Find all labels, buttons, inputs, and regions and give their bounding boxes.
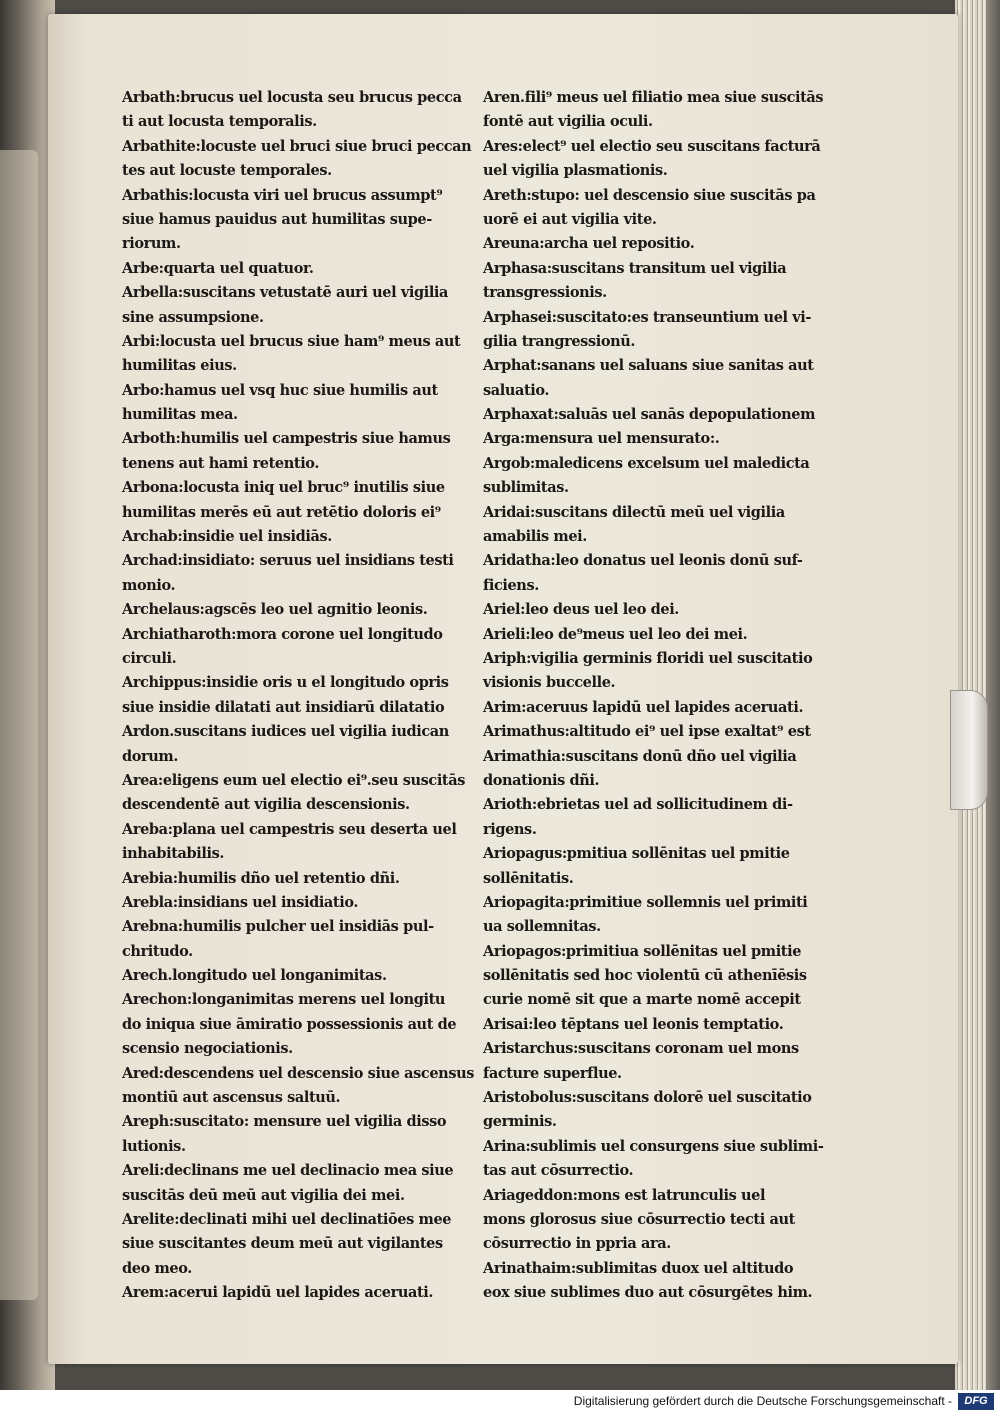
page-clip <box>950 690 988 810</box>
text-line: Aridatha:leo donatus uel leonis donū suf- <box>483 552 803 570</box>
text-line: Arebna:humilis pulcher uel insidiās pul- <box>122 918 434 936</box>
text-line: siue hamus pauidus aut humilitas supe- <box>122 210 432 228</box>
text-line: Arphasa:suscitans transitum uel vigilia <box>483 259 787 277</box>
text-line: donationis dñi. <box>483 771 600 789</box>
text-line: ua sollemnitas. <box>483 918 601 936</box>
text-line: Arbathite:locuste uel bruci siue bruci peccan <box>122 137 472 155</box>
text-line: gilia trangressionū. <box>483 332 636 350</box>
text-line: scensio negociationis. <box>122 1040 293 1058</box>
text-line: rigens. <box>483 820 537 838</box>
text-line: monio. <box>122 576 176 594</box>
funding-credit: Digitalisierung gefördert durch die Deutsche Forschungsgemeinschaft - <box>573 1394 952 1408</box>
text-line: Arebia:humilis dño uel retentio dñi. <box>122 869 400 887</box>
text-line: Areph:suscitato: mensure uel vigilia disso <box>122 1113 447 1131</box>
text-line: Aridai:suscitans dilectū meū uel vigilia <box>483 503 785 521</box>
text-line: inhabitabilis. <box>122 845 225 863</box>
text-line: cōsurrectio in ppria ara. <box>483 1235 671 1253</box>
text-line: Arieli:leo de⁹meus uel leo dei mei. <box>483 625 748 643</box>
text-line: lutionis. <box>122 1137 186 1155</box>
text-line: amabilis mei. <box>483 528 587 546</box>
text-line: chritudo. <box>122 942 193 960</box>
text-line: Ariopagos:primitiua sollēnitas uel pmitie <box>483 942 802 960</box>
text-line: Arbe:quarta uel quatuor. <box>122 259 314 277</box>
text-line: ti aut locusta temporalis. <box>122 113 317 131</box>
dfg-logo: DFG <box>958 1393 994 1410</box>
text-line: Areli:declinans me uel declinacio mea siue <box>122 1162 454 1180</box>
text-line: Arimathus:altitudo ei⁹ uel ipse exaltat⁹ est <box>483 723 811 741</box>
text-line: Arim:aceruus lapidū uel lapides aceruati. <box>483 698 804 716</box>
text-line: germinis. <box>483 1113 557 1131</box>
text-line: dorum. <box>122 747 178 765</box>
text-line: siue suscitantes deum meū aut vigilantes <box>122 1235 443 1253</box>
text-line: do iniqua siue āmiratio possessionis aut de <box>122 1015 457 1033</box>
text-line: riorum. <box>122 235 181 253</box>
right-text-column <box>483 86 843 1306</box>
text-line: Areth:stupo: uel descensio siue suscitās pa <box>483 186 816 204</box>
text-line: uel vigilia plasmationis. <box>483 162 668 180</box>
text-line: Arebla:insidians uel insidiatio. <box>122 893 358 911</box>
text-line: humilitas mea. <box>122 406 238 424</box>
text-line: Arboth:humilis uel campestris siue hamus <box>122 430 451 448</box>
text-line: Arioth:ebrietas uel ad sollicitudinem di- <box>483 796 793 814</box>
text-line: fontē aut vigilia oculi. <box>483 113 653 131</box>
text-line: Area:eligens eum uel electio ei⁹.seu suscitās <box>122 771 465 789</box>
text-line: tenens aut hami retentio. <box>122 454 319 472</box>
text-line: siue insidie dilatati aut insidiarū dilatatio <box>122 698 445 716</box>
facing-page-edge <box>0 150 38 1300</box>
text-line: Argob:maledicens excelsum uel maledicta <box>483 454 810 472</box>
left-text-column <box>122 86 478 1306</box>
text-line: eox siue sublimes duo aut cōsurgētes him. <box>483 1284 813 1302</box>
text-line: transgressionis. <box>483 284 607 302</box>
text-line: montiū aut ascensus saltuū. <box>122 1089 341 1107</box>
text-line: uorē ei aut vigilia vite. <box>483 210 657 228</box>
text-line: visionis buccelle. <box>483 674 616 692</box>
text-line: descendentē aut vigilia descensionis. <box>122 796 410 814</box>
text-line: Ares:elect⁹ uel electio seu suscitans facturā <box>483 137 821 155</box>
text-line: Arbona:locusta iniq uel bruc⁹ inutilis siue <box>122 479 445 497</box>
text-line: Arbathis:locusta viri uel brucus assumpt⁹ <box>122 186 443 204</box>
book-page <box>48 14 958 1364</box>
text-line: Ariel:leo deus uel leo dei. <box>483 601 679 619</box>
text-line: Arbella:suscitans vetustatē auri uel vigilia <box>122 284 449 302</box>
text-line: deo meo. <box>122 1259 192 1277</box>
text-line: Arga:mensura uel mensurato:. <box>483 430 720 448</box>
text-line: mons glorosus siue cōsurrectio tecti aut <box>483 1210 795 1228</box>
text-line: saluatio. <box>483 381 550 399</box>
text-line: Arimathia:suscitans donū dño uel vigilia <box>483 747 797 765</box>
text-line: Areuna:archa uel repositio. <box>483 235 695 253</box>
text-line: Aristarchus:suscitans coronam uel mons <box>483 1040 799 1058</box>
text-line: Archad:insidiato: seruus uel insidians testi <box>122 552 454 570</box>
text-line: Arelite:declinati mihi uel declinatiōes mee <box>122 1210 452 1228</box>
text-line: Aristobolus:suscitans dolorē uel suscitatio <box>483 1089 812 1107</box>
text-line: Arinathaim:sublimitas duox uel altitudo <box>483 1259 794 1277</box>
text-line: Ared:descendens uel descensio siue ascensus <box>122 1064 474 1082</box>
text-line: Arbo:hamus uel vsq huc siue humilis aut <box>122 381 438 399</box>
text-line: Arisai:leo tēptans uel leonis temptatio. <box>483 1015 784 1033</box>
text-line: Archelaus:agscēs leo uel agnitio leonis. <box>122 601 428 619</box>
text-line: circuli. <box>122 649 177 667</box>
text-line: Arech.longitudo uel longanimitas. <box>122 967 387 985</box>
text-line: sine assumpsione. <box>122 308 264 326</box>
text-line: Arina:sublimis uel consurgens siue sublimi- <box>483 1137 824 1155</box>
text-line: curie nomē sit que a marte nomē accepit <box>483 991 801 1009</box>
text-line: Archippus:insidie oris u el longitudo opris <box>122 674 449 692</box>
text-line: Arem:acerui lapidū uel lapides aceruati. <box>122 1284 434 1302</box>
text-line: tes aut locuste temporales. <box>122 162 332 180</box>
text-line: Ariph:vigilia germinis floridi uel suscitatio <box>483 649 813 667</box>
text-line: Ariageddon:mons est latrunculis uel <box>483 1186 766 1204</box>
text-line: Areba:plana uel campestris seu deserta uel <box>122 820 457 838</box>
text-line: sollēnitatis sed hoc violentū cū athenīēsis <box>483 967 807 985</box>
footer-bar <box>0 1390 1000 1415</box>
text-line: sollēnitatis. <box>483 869 574 887</box>
text-line: Arphasei:suscitato:es transeuntium uel vi- <box>483 308 812 326</box>
text-line: Ariopagus:pmitiua sollēnitas uel pmitie <box>483 845 790 863</box>
text-line: facture superflue. <box>483 1064 622 1082</box>
text-line: Archab:insidie uel insidiās. <box>122 528 332 546</box>
text-line: Archiatharoth:mora corone uel longitudo <box>122 625 443 643</box>
text-line: ficiens. <box>483 576 539 594</box>
text-line: sublimitas. <box>483 479 569 497</box>
text-line: humilitas merēs eū aut retētio doloris ei⁹ <box>122 503 441 521</box>
text-line: tas aut cōsurrectio. <box>483 1162 634 1180</box>
text-line: suscitās deū meū aut vigilia dei mei. <box>122 1186 405 1204</box>
text-line: Arphat:sanans uel saluans siue sanitas aut <box>483 357 814 375</box>
text-line: Arbath:brucus uel locusta seu brucus pecca <box>122 89 462 106</box>
text-line: Aren.fili⁹ meus uel filiatio mea siue suscitās <box>483 89 824 106</box>
text-line: Ariopagita:primitiue sollemnis uel primiti <box>483 893 808 911</box>
text-line: Ardon.suscitans iudices uel vigilia iudican <box>122 723 449 741</box>
text-line: Arphaxat:saluās uel sanās depopulationem <box>483 406 816 424</box>
text-line: Arbi:locusta uel brucus siue ham⁹ meus aut <box>122 332 461 350</box>
text-line: Arechon:longanimitas merens uel longitu <box>122 991 446 1009</box>
text-line: humilitas eius. <box>122 357 237 375</box>
